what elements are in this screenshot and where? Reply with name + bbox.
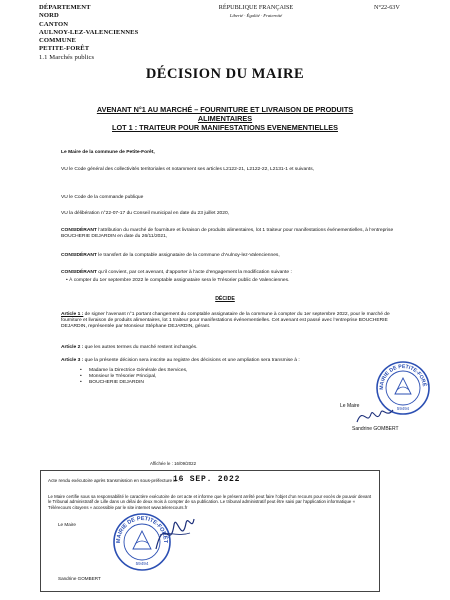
visa-text: VU la délibération n°22-07-17 du Conseil municipal en date du 23 juillet 2020, xyxy=(61,211,230,216)
article-text: de signer l’avenant n°1 portant changement du comptable assignataire de la commune à compter du 1er septembre 2022, pour le marché de fourniture et livraison de produits alimentaires, lot 1 traiteur pour manifestations événementielles. Cet avenant est passé avec l’entreprise BOUCHERIE DEJARDIN, représentée par Monsieur Stéphane DEJARDIN, gérant. xyxy=(61,312,390,330)
note-signatory-name: Sandrine GOMBERT xyxy=(58,576,101,581)
signatory-name: Sandrine GOMBERT xyxy=(352,426,399,432)
signature-scribble-icon xyxy=(150,505,196,555)
svg-text:MAIRIE DE PETITE-FORÊT: MAIRIE DE PETITE-FORÊ xyxy=(378,363,427,390)
svg-text:59494: 59494 xyxy=(396,406,410,411)
considerant-text: le transfert de la comptable assignataire de la commune d’Aulnoy-lez-Valenciennes, xyxy=(98,253,280,258)
article-label: Article 3 : xyxy=(61,358,84,363)
republic-motto: Liberté · Égalité · Fraternité xyxy=(229,12,283,18)
decide-heading: DÉCIDE xyxy=(215,296,235,302)
article-2 xyxy=(61,345,396,351)
issuer-line: COMMUNE xyxy=(39,37,76,45)
visa-paragraph xyxy=(61,195,396,201)
signatory-role: Le Maire xyxy=(340,403,360,409)
issuer-line: PETITE-FORÊT xyxy=(39,45,90,53)
date-stamp: 16 SEP. 2022 xyxy=(173,475,241,484)
article-label: Article 2 : xyxy=(61,345,84,350)
considerant-text: l’attribution du marché de fourniture et livraison de produits alimentaires, lot 1 traiteur pour manifestations événementielles, à l’entreprise BOUCHERIE DEJARDIN en date du 26/11/2021, xyxy=(61,228,394,240)
subtitle-line: LOT 1 : TRAITEUR POUR MANIFESTATIONS EVENEMENTIELLES xyxy=(112,123,338,132)
bullet-text: À compter du 1er septembre 2022 le comptable assignataire sera le Trésorier public de Valenciennes. xyxy=(69,278,290,283)
republic-label: RÉPUBLIQUE FRANÇAISE xyxy=(218,4,294,11)
visa-paragraph xyxy=(61,167,396,173)
subtitle-line: AVENANT N°1 AU MARCHÉ – FOURNITURE ET LIVRAISON DE PRODUITS xyxy=(96,105,354,114)
note-signatory-role: Le Maire xyxy=(58,522,76,527)
considerant-label: CONSIDÉRANT xyxy=(61,253,97,258)
article-1 xyxy=(61,312,396,331)
issuer-line: AULNOY-LEZ-VALENCIENNES xyxy=(39,28,139,36)
considerant-label: CONSIDÉRANT xyxy=(61,228,97,233)
considerant-label: CONSIDÉRANT xyxy=(61,270,97,275)
article-label: Article 1 : xyxy=(61,312,84,317)
republic-block xyxy=(200,4,312,19)
issuer-line: NORD xyxy=(39,12,59,20)
intro-line: Le Maire de la commune de Petite-Forêt, xyxy=(61,150,155,155)
recipient-item: • BOUCHERIE DEJARDIN xyxy=(89,380,339,386)
considerant-paragraph xyxy=(61,253,396,259)
reference-number: N°22-63V xyxy=(374,4,400,11)
visa-text: VU le Code général des collectivités territoriales et notamment ses articles L2122-21, L2122-22, L2131-1 et suivants, xyxy=(61,167,315,172)
modification-bullet xyxy=(66,278,401,284)
considerant-paragraph xyxy=(61,270,396,276)
document-title: DÉCISION DU MAIRE xyxy=(145,66,305,82)
visa-paragraph xyxy=(61,211,396,217)
visa-text: VU le Code de la commande publique xyxy=(61,195,144,200)
document-subtitle xyxy=(60,105,390,132)
bullet-icon: • xyxy=(66,278,70,283)
issuer-line: DÉPARTEMENT xyxy=(39,4,91,11)
considerant-text: qu’il convient, par cet avenant, d’apporter à l’acte d’engagement la modification suivante : xyxy=(98,270,292,275)
issuer-block xyxy=(39,4,138,62)
enforceability-box xyxy=(40,470,380,592)
certification-text: Le Maire certifie sous sa responsabilité le caractère exécutoire de cet acte et informe que le présent arrêté peut faire l’objet d’un recours pour excès de pouvoir devant le Tribunal administratif de Lille dans un délai de deux mois à compter de sa publication. Le tribunal administratif peut être saisi par l’application informatique « Télérecours citoyens » accessible par le site internet www.telerecours.fr xyxy=(48,494,372,510)
signature-scribble-icon xyxy=(355,404,395,428)
recipient-list xyxy=(89,368,339,385)
article-text: que les autres termes du marché restent inchangés. xyxy=(84,345,198,350)
transmission-label: Acte rendu exécutoire après transmission en sous-préfecture le : xyxy=(48,478,180,483)
svg-text:59494: 59494 xyxy=(135,561,149,566)
posting-date-label: Affichée le : 16/09/2022 xyxy=(150,461,197,466)
recipient-item: • Monsieur le Trésorier Principal, xyxy=(89,374,339,380)
svg-text:MAIRIE DE PETITE-FORÊT: MAIRIE DE PETITE-FORÊT xyxy=(115,515,169,544)
matter-category: 1.1 Marchés publics xyxy=(39,53,95,61)
subtitle-line: ALIMENTAIRES xyxy=(197,114,253,123)
article-text: que la présente décision sera inscrite au registre des décisions et une ampliation sera transmise à : xyxy=(84,358,300,363)
article-3 xyxy=(61,358,396,364)
recipient-item: • Madame la Directrice Générale des Services, xyxy=(89,368,339,374)
issuer-line: CANTON xyxy=(39,20,69,28)
considerant-paragraph xyxy=(61,228,396,240)
